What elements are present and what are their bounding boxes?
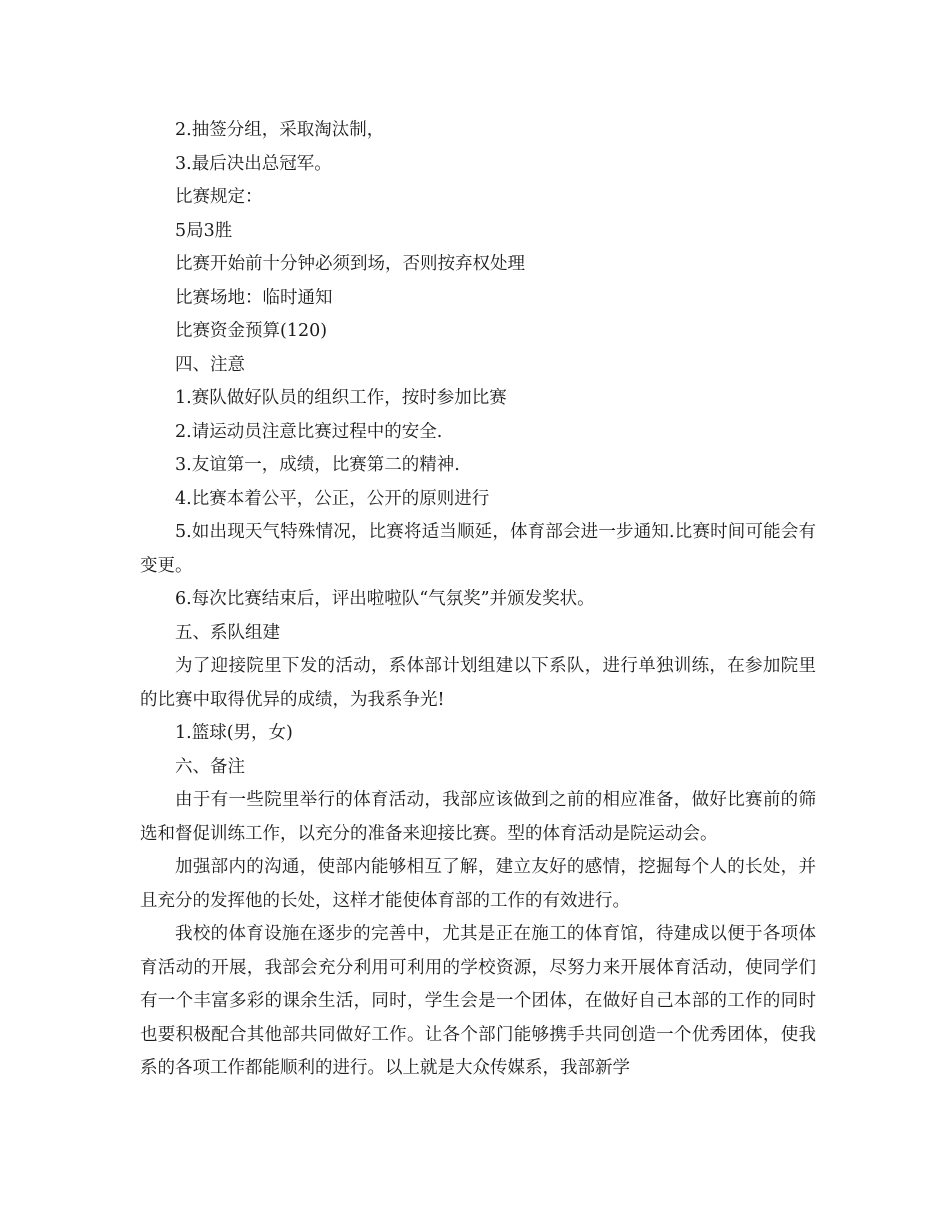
body-paragraph: 我校的体育设施在逐步的完善中，尤其是正在施工的体育馆，待建成以便于各项体育活动的开展，我部会充分利用可利用的学校资源，尽努力来开展体育活动，使同学们有一个丰富多彩的课余生活，同时，学生会是一个团体，在做好自己本部的工作的同时也要积极配合其他部共同做好工作。让各个部门能够携手共同创造一个优秀团体，使我系的各项工作都能顺利的进行。以上就是大众传媒系，我部新学 bbox=[140, 924, 816, 1078]
section-label: 比赛规定： bbox=[175, 187, 263, 207]
list-item-paragraph: 5.如出现天气特殊情况，比赛将适当顺延，体育部会进一步通知.比赛时间可能会有变更。 bbox=[140, 522, 816, 576]
rule-text: 5局3胜 bbox=[175, 220, 233, 241]
document-body bbox=[140, 114, 816, 1086]
list-item: 1.赛队做好队员的组织工作，按时参加比赛 bbox=[175, 388, 507, 408]
list-item: 2.请运动员注意比赛过程中的安全. bbox=[175, 421, 443, 442]
list-item: 6.每次比赛结束后，评出啦啦队“气氛奖”并颁发奖状。 bbox=[175, 589, 595, 609]
list-item: 3.最后决出总冠军。 bbox=[175, 153, 332, 174]
rule-text: 比赛资金预算(120) bbox=[175, 321, 328, 341]
list-item: 4.比赛本着公平，公正，公开的原则进行 bbox=[175, 488, 490, 509]
rule-text: 比赛场地：临时通知 bbox=[175, 287, 333, 308]
section-heading: 六、备注 bbox=[175, 756, 245, 777]
body-paragraph: 为了迎接院里下发的活动，系体部计划组建以下系队，进行单独训练，在参加院里的比赛中取得优异的成绩，为我系争光! bbox=[140, 656, 816, 710]
body-paragraph: 加强部内的沟通，使部内能够相互了解，建立友好的感情，挖掘每个人的长处，并且充分的发挥他的长处，这样才能使体育部的工作的有效进行。 bbox=[140, 857, 816, 911]
rule-text: 比赛开始前十分钟必须到场，否则按弃权处理 bbox=[175, 254, 525, 274]
section-heading: 五、系队组建 bbox=[175, 622, 280, 643]
body-paragraph: 由于有一些院里举行的体育活动，我部应该做到之前的相应准备，做好比赛前的筛选和督促训练工作，以充分的准备来迎接比赛。型的体育活动是院运动会。 bbox=[140, 790, 816, 844]
list-item: 3.友谊第一，成绩，比赛第二的精神. bbox=[175, 455, 460, 475]
section-heading: 四、注意 bbox=[175, 354, 245, 375]
list-item: 2.抽签分组，采取淘汰制， bbox=[175, 120, 385, 140]
list-item: 1.篮球(男，女) bbox=[175, 723, 293, 743]
